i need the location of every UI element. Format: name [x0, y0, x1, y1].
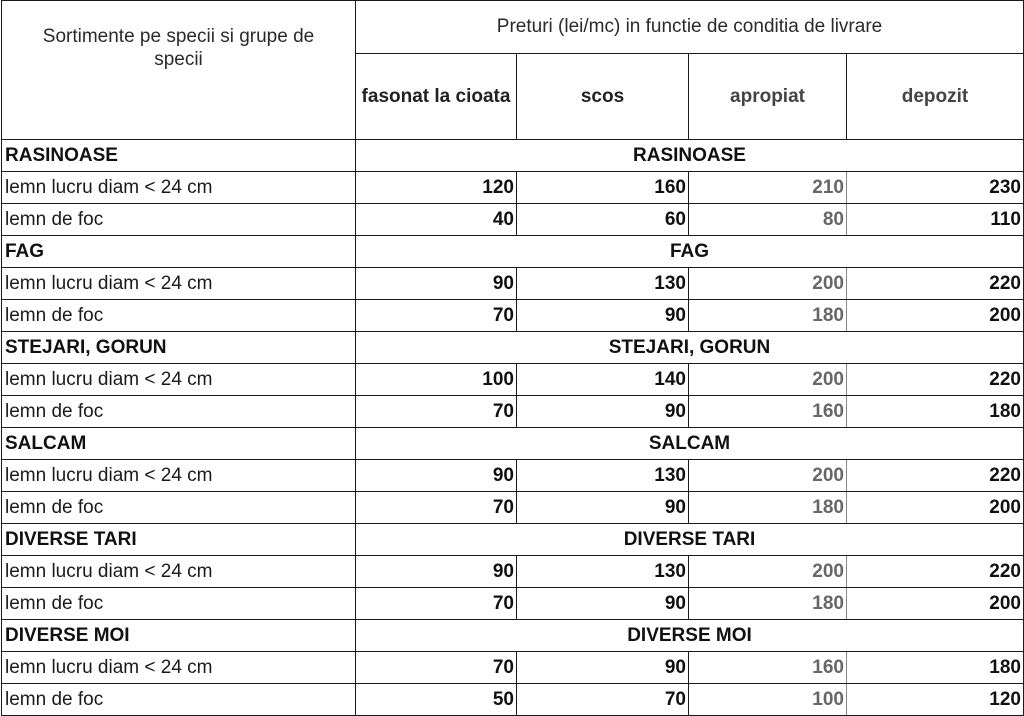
price-depozit: 110: [847, 204, 1024, 236]
price-table: [1, 0, 1024, 716]
table-row: [2, 268, 1024, 300]
group-name: DIVERSE TARI: [2, 524, 356, 556]
price-apropiat: 180: [689, 300, 847, 332]
price-fasonat: 90: [356, 268, 517, 300]
price-apropiat: 180: [689, 588, 847, 620]
price-depozit: 120: [847, 684, 1024, 716]
price-depozit: 200: [847, 492, 1024, 524]
price-depozit: 180: [847, 652, 1024, 684]
price-scos: 130: [517, 268, 689, 300]
price-scos: 140: [517, 364, 689, 396]
table-row: [2, 364, 1024, 396]
price-apropiat: 210: [689, 172, 847, 204]
group-row: [2, 620, 1024, 652]
table-row: [2, 556, 1024, 588]
table-row: [2, 684, 1024, 716]
group-name: DIVERSE MOI: [2, 620, 356, 652]
header-sortimente: [2, 1, 356, 140]
price-scos: 130: [517, 460, 689, 492]
table-row: [2, 204, 1024, 236]
table-header: [2, 1, 1024, 140]
group-row: [2, 428, 1024, 460]
price-depozit: 220: [847, 460, 1024, 492]
group-title: SALCAM: [356, 428, 1024, 460]
table-body: [2, 140, 1024, 716]
price-apropiat: 180: [689, 492, 847, 524]
price-scos: 90: [517, 492, 689, 524]
item-label: lemn lucru diam < 24 cm: [2, 652, 356, 684]
table-row: [2, 396, 1024, 428]
price-depozit: 230: [847, 172, 1024, 204]
header-col-scos: scos: [517, 54, 689, 140]
header-sortimente-text: Sortimente pe specii si grupe de specii: [42, 26, 315, 70]
group-title: RASINOASE: [356, 140, 1024, 172]
price-scos: 130: [517, 556, 689, 588]
price-apropiat: 200: [689, 556, 847, 588]
price-fasonat: 70: [356, 396, 517, 428]
group-title: FAG: [356, 236, 1024, 268]
price-depozit: 220: [847, 268, 1024, 300]
price-apropiat: 160: [689, 652, 847, 684]
item-label: lemn de foc: [2, 300, 356, 332]
header-col-depozit: depozit: [847, 54, 1024, 140]
group-name: RASINOASE: [2, 140, 356, 172]
table-row: [2, 300, 1024, 332]
price-fasonat: 70: [356, 300, 517, 332]
price-fasonat: 40: [356, 204, 517, 236]
table-row: [2, 492, 1024, 524]
item-label: lemn lucru diam < 24 cm: [2, 364, 356, 396]
table-row: [2, 172, 1024, 204]
price-fasonat: 50: [356, 684, 517, 716]
price-apropiat: 200: [689, 364, 847, 396]
item-label: lemn de foc: [2, 492, 356, 524]
table-row: [2, 652, 1024, 684]
group-title: STEJARI, GORUN: [356, 332, 1024, 364]
price-apropiat: 200: [689, 460, 847, 492]
group-row: [2, 140, 1024, 172]
price-apropiat: 100: [689, 684, 847, 716]
price-scos: 90: [517, 396, 689, 428]
header-col-apropiat: apropiat: [689, 54, 847, 140]
price-depozit: 200: [847, 588, 1024, 620]
item-label: lemn de foc: [2, 204, 356, 236]
price-fasonat: 90: [356, 556, 517, 588]
group-row: [2, 524, 1024, 556]
price-depozit: 200: [847, 300, 1024, 332]
item-label: lemn lucru diam < 24 cm: [2, 556, 356, 588]
group-row: [2, 236, 1024, 268]
item-label: lemn lucru diam < 24 cm: [2, 172, 356, 204]
item-label: lemn lucru diam < 24 cm: [2, 460, 356, 492]
header-preturi: Preturi (lei/mc) in functie de conditia de livrare: [356, 1, 1024, 54]
price-fasonat: 90: [356, 460, 517, 492]
price-fasonat: 120: [356, 172, 517, 204]
group-name: SALCAM: [2, 428, 356, 460]
price-scos: 90: [517, 652, 689, 684]
price-depozit: 180: [847, 396, 1024, 428]
price-fasonat: 100: [356, 364, 517, 396]
price-apropiat: 160: [689, 396, 847, 428]
price-fasonat: 70: [356, 652, 517, 684]
group-title: DIVERSE TARI: [356, 524, 1024, 556]
price-scos: 60: [517, 204, 689, 236]
item-label: lemn de foc: [2, 396, 356, 428]
price-scos: 160: [517, 172, 689, 204]
group-name: FAG: [2, 236, 356, 268]
price-depozit: 220: [847, 556, 1024, 588]
header-col-fasonat: fasonat la cioata: [356, 54, 517, 140]
table-row: [2, 460, 1024, 492]
price-scos: 90: [517, 588, 689, 620]
group-row: [2, 332, 1024, 364]
group-name: STEJARI, GORUN: [2, 332, 356, 364]
item-label: lemn de foc: [2, 684, 356, 716]
price-scos: 70: [517, 684, 689, 716]
price-apropiat: 200: [689, 268, 847, 300]
price-fasonat: 70: [356, 492, 517, 524]
price-apropiat: 80: [689, 204, 847, 236]
price-scos: 90: [517, 300, 689, 332]
price-fasonat: 70: [356, 588, 517, 620]
price-depozit: 220: [847, 364, 1024, 396]
group-title: DIVERSE MOI: [356, 620, 1024, 652]
item-label: lemn lucru diam < 24 cm: [2, 268, 356, 300]
table-row: [2, 588, 1024, 620]
item-label: lemn de foc: [2, 588, 356, 620]
